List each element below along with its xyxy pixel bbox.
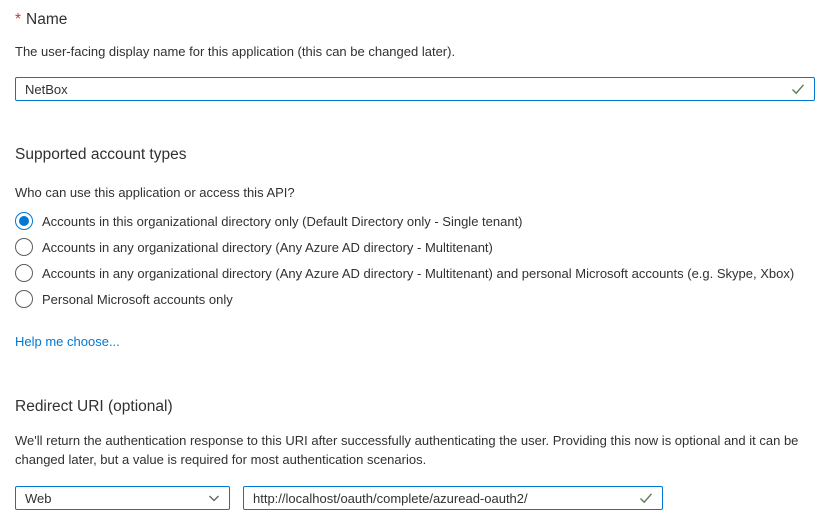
supported-account-types-section [15, 145, 815, 349]
name-input-value: NetBox [25, 81, 68, 97]
radio-label: Accounts in this organizational directory only (Default Directory only - Single tenant) [42, 213, 523, 229]
radio-label: Accounts in any organizational directory (Any Azure AD directory - Multitenant) [42, 239, 493, 255]
name-heading-text: Name [26, 11, 68, 28]
chevron-down-icon [208, 492, 220, 504]
radio-label: Accounts in any organizational directory (Any Azure AD directory - Multitenant) and personal Microsoft accounts (e.g. Skype, Xbox) [42, 265, 795, 281]
account-types-radio-group [15, 208, 815, 312]
help-me-choose-link[interactable]: Help me choose... [15, 334, 120, 349]
required-asterisk: * [15, 11, 22, 28]
platform-select-value: Web [25, 490, 52, 506]
platform-select[interactable] [15, 486, 230, 510]
name-input[interactable] [15, 77, 815, 101]
radio-unselected-icon [15, 290, 33, 308]
name-section [15, 10, 815, 101]
redirect-uri-description: We'll return the authentication response to this URI after successfully authenticating the user. Providing this now is optional and it can be changed later, but a value is required for most authentication scenarios. [15, 433, 799, 467]
account-type-option-single-tenant[interactable] [15, 208, 815, 234]
valid-check-icon [639, 491, 653, 505]
name-heading [15, 10, 815, 30]
radio-label: Personal Microsoft accounts only [42, 291, 233, 307]
valid-check-icon [791, 82, 805, 96]
redirect-uri-input[interactable] [243, 486, 663, 510]
account-type-option-multitenant[interactable] [15, 234, 815, 260]
redirect-uri-input-value: http://localhost/oauth/complete/azuread-oauth2/ [253, 490, 528, 506]
account-type-option-personal-only[interactable] [15, 286, 815, 312]
account-type-option-multitenant-personal[interactable] [15, 260, 815, 286]
radio-unselected-icon [15, 264, 33, 282]
redirect-uri-controls [15, 486, 815, 510]
radio-unselected-icon [15, 238, 33, 256]
name-description: The user-facing display name for this application (this can be changed later). [15, 44, 456, 59]
account-types-question: Who can use this application or access this API? [15, 185, 295, 200]
redirect-uri-heading: Redirect URI (optional) [15, 398, 173, 415]
redirect-uri-section [15, 397, 815, 510]
supported-account-types-heading: Supported account types [15, 146, 187, 163]
radio-selected-icon [15, 212, 33, 230]
